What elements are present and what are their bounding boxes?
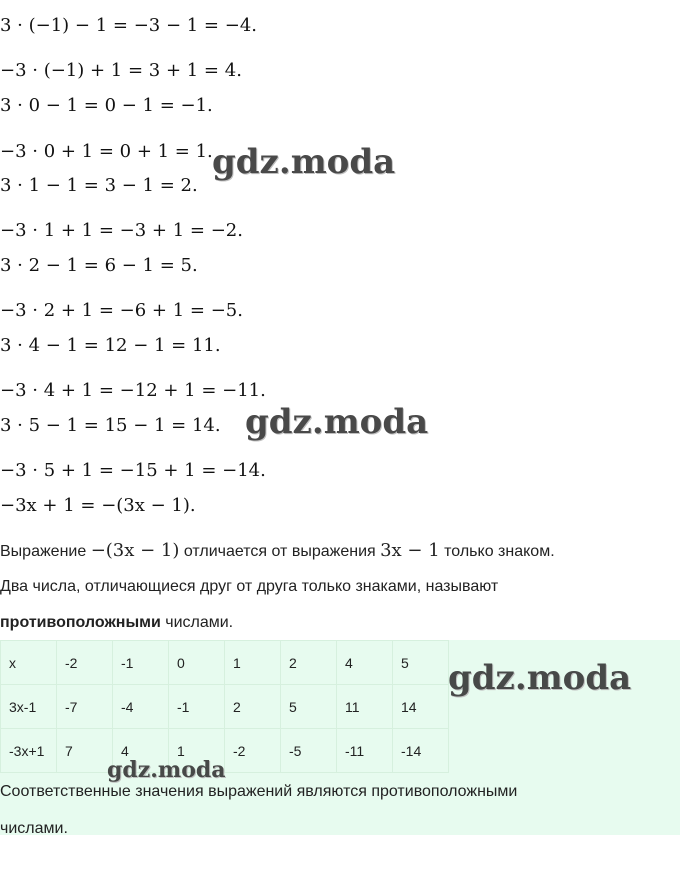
table-row xyxy=(1,641,449,685)
table-cell: 3x-1 xyxy=(1,685,57,729)
table-cell: -7 xyxy=(57,685,113,729)
table-cell: -4 xyxy=(113,685,169,729)
table-cell: 2 xyxy=(281,641,337,685)
table-cell: 11 xyxy=(337,685,393,729)
term-bold: противоположными xyxy=(0,614,161,631)
table-cell: 4 xyxy=(113,729,169,773)
values-table xyxy=(0,640,449,773)
table-cell: -1 xyxy=(169,685,225,729)
math-expression: −(3x − 1) xyxy=(90,540,180,561)
watermark-logo: gdz.moda xyxy=(212,142,396,182)
watermark-logo: gdz.moda xyxy=(448,658,632,698)
equation-line: 3 · (−1) − 1 = −3 − 1 = −4. xyxy=(0,15,257,36)
table-cell: 1 xyxy=(225,641,281,685)
table-cell: -14 xyxy=(393,729,449,773)
conclusion-text: Соответственные значения выражений являются противоположными xyxy=(0,783,518,800)
equation-line: −3 · 4 + 1 = −12 + 1 = −11. xyxy=(0,380,266,401)
math-expression: 3x − 1 xyxy=(380,540,440,561)
paragraph-definition: Два числа, отличающиеся друг от друга только знаками, называют xyxy=(0,578,499,595)
table-cell: 2 xyxy=(225,685,281,729)
paragraph-text: Выражение xyxy=(0,543,91,560)
watermark-logo: gdz.moda xyxy=(245,402,429,442)
table-cell: 1 xyxy=(169,729,225,773)
conclusion-text-continued: числами. xyxy=(0,820,68,835)
table-cell: -11 xyxy=(337,729,393,773)
table-cell: -2 xyxy=(225,729,281,773)
watermark-logo: gdz.moda xyxy=(107,757,226,783)
equation-line: 3 · 2 − 1 = 6 − 1 = 5. xyxy=(0,255,198,276)
paragraph-text: числами. xyxy=(160,614,234,631)
equation-line: −3 · (−1) + 1 = 3 + 1 = 4. xyxy=(0,60,242,81)
equation-line: 3 · 4 − 1 = 12 − 1 = 11. xyxy=(0,335,221,356)
table-cell: x xyxy=(1,641,57,685)
table-cell: -5 xyxy=(281,729,337,773)
equation-line: −3 · 2 + 1 = −6 + 1 = −5. xyxy=(0,300,243,321)
equation-line: 3 · 0 − 1 = 0 − 1 = −1. xyxy=(0,95,213,116)
paragraph-term xyxy=(0,612,233,634)
table-cell: 5 xyxy=(281,685,337,729)
table-cell: 0 xyxy=(169,641,225,685)
table-cell: 7 xyxy=(57,729,113,773)
paragraph-expression-difference xyxy=(0,540,555,563)
equation-line: −3 · 0 + 1 = 0 + 1 = 1. xyxy=(0,141,213,162)
equation-line: −3 · 5 + 1 = −15 + 1 = −14. xyxy=(0,460,266,481)
table-cell: 4 xyxy=(337,641,393,685)
table-cell: -1 xyxy=(113,641,169,685)
equation-line: 3 · 5 − 1 = 15 − 1 = 14. xyxy=(0,415,221,436)
table-cell: 14 xyxy=(393,685,449,729)
table-cell: 5 xyxy=(393,641,449,685)
table-row xyxy=(1,685,449,729)
equation-line: 3 · 1 − 1 = 3 − 1 = 2. xyxy=(0,175,198,196)
equation-line: −3 · 1 + 1 = −3 + 1 = −2. xyxy=(0,220,243,241)
table-cell: -2 xyxy=(57,641,113,685)
equation-line: −3x + 1 = −(3x − 1). xyxy=(0,495,196,516)
paragraph-text: только знаком. xyxy=(439,543,555,560)
table-cell: -3x+1 xyxy=(1,729,57,773)
paragraph-text: отличается от выражения xyxy=(179,543,381,560)
